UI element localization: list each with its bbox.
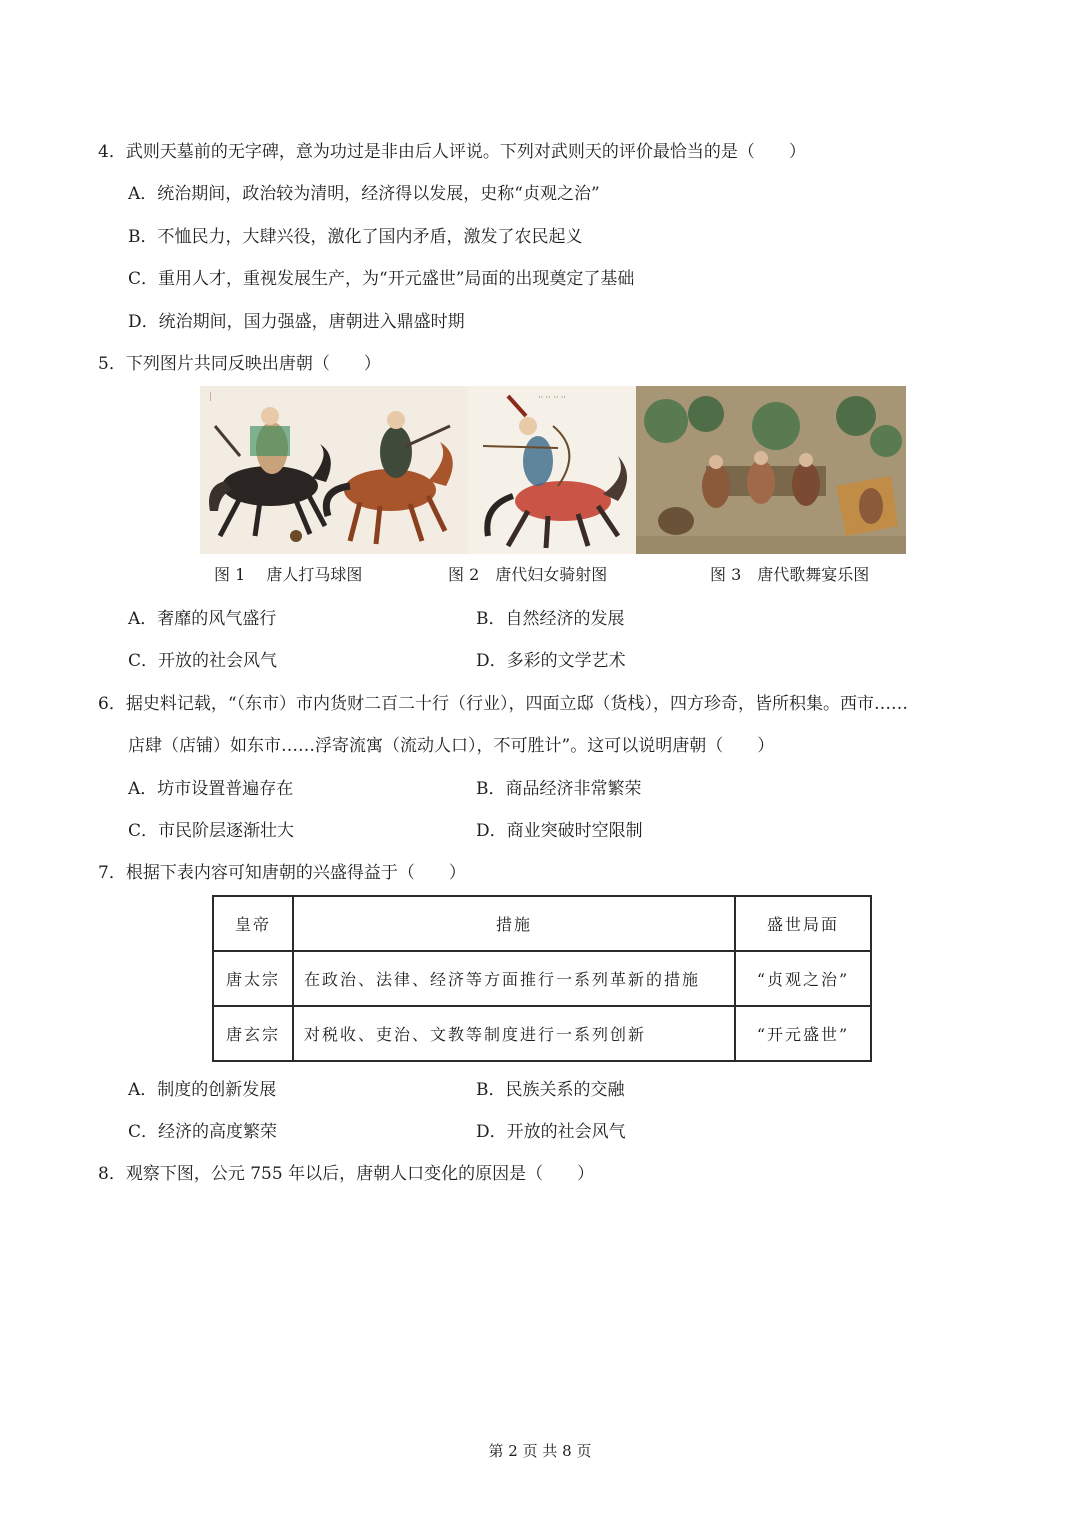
question-5-stem: 5．下列图片共同反映出唐朝（ ）	[98, 354, 381, 374]
question-4-stem: 4．武则天墓前的无字碑，意为功过是非由后人评说。下列对武则天的评价最恰当的是（ ）	[98, 142, 806, 162]
page-footer: 第 2 页 共 8 页	[488, 1442, 592, 1460]
figure-1-caption: 图 1 唐人打马球图	[214, 565, 363, 584]
table-cell: 对税收、吏治、文教等制度进行一系列创新	[293, 1006, 735, 1061]
question-7-stem: 7．根据下表内容可知唐朝的兴盛得益于（ ）	[98, 863, 466, 883]
table-header-cell: 措施	[293, 896, 735, 951]
table-row	[213, 951, 871, 1006]
figure-2-caption: 图 2 唐代妇女骑射图	[448, 565, 608, 584]
q7-option-a: A．制度的创新发展	[128, 1080, 277, 1100]
figure-3-caption: 图 3 唐代歌舞宴乐图	[710, 565, 870, 584]
q4-option-d: D．统治期间，国力强盛，唐朝进入鼎盛时期	[128, 312, 465, 332]
q7-option-d: D．开放的社会风气	[476, 1122, 626, 1142]
q4-option-c: C．重用人才，重视发展生产，为“开元盛世”局面的出现奠定了基础	[128, 269, 635, 289]
table-cell: 唐玄宗	[213, 1006, 293, 1061]
question-6-stem-line-1: 6．据史料记载，“（东市）市内货财二百二十行（行业），四面立邸（货栈），四方珍奇，皆所积集。西市……	[98, 694, 909, 714]
table-header-cell: 皇帝	[213, 896, 293, 951]
table-header-row	[213, 896, 871, 951]
q6-option-c: C．市民阶层逐渐壮大	[128, 821, 295, 841]
q6-option-d: D．商业突破时空限制	[476, 821, 643, 841]
q5-option-a: A．奢靡的风气盛行	[128, 609, 277, 629]
q5-option-c: C．开放的社会风气	[128, 651, 278, 671]
table-cell: 在政治、法律、经济等方面推行一系列革新的措施	[293, 951, 735, 1006]
q7-option-c: C．经济的高度繁荣	[128, 1122, 278, 1142]
table-row	[213, 1006, 871, 1061]
q6-option-a: A．坊市设置普遍存在	[128, 779, 294, 799]
q6-option-b: B．商品经济非常繁荣	[476, 779, 642, 799]
question-6-stem-line-2: 店肆（店铺）如东市……浮寄流寓（流动人口），不可胜计”。这可以说明唐朝（ ）	[128, 736, 775, 756]
table-header-cell: 盛世局面	[735, 896, 871, 951]
banquet-mural-image	[636, 386, 906, 554]
archery-painting-image	[468, 386, 636, 554]
polo-painting-image	[200, 386, 468, 554]
table-cell: “贞观之治”	[735, 951, 871, 1006]
q4-option-a: A．统治期间，政治较为清明，经济得以发展，史称“贞观之治”	[128, 184, 600, 204]
question-8-stem: 8．观察下图，公元 755 年以后，唐朝人口变化的原因是（ ）	[98, 1164, 595, 1184]
q5-option-b: B．自然经济的发展	[476, 609, 625, 629]
q4-option-b: B．不恤民力，大肆兴役，激化了国内矛盾，激发了农民起义	[128, 227, 583, 247]
table-cell: 唐太宗	[213, 951, 293, 1006]
table-cell: “开元盛世”	[735, 1006, 871, 1061]
svg-text:·· ·· ·· ··: ·· ·· ·· ··	[538, 393, 566, 402]
q7-option-b: B．民族关系的交融	[476, 1080, 625, 1100]
q5-option-d: D．多彩的文学艺术	[476, 651, 626, 671]
emperor-measures-table	[212, 895, 872, 1062]
svg-text:｜: ｜	[206, 393, 216, 403]
